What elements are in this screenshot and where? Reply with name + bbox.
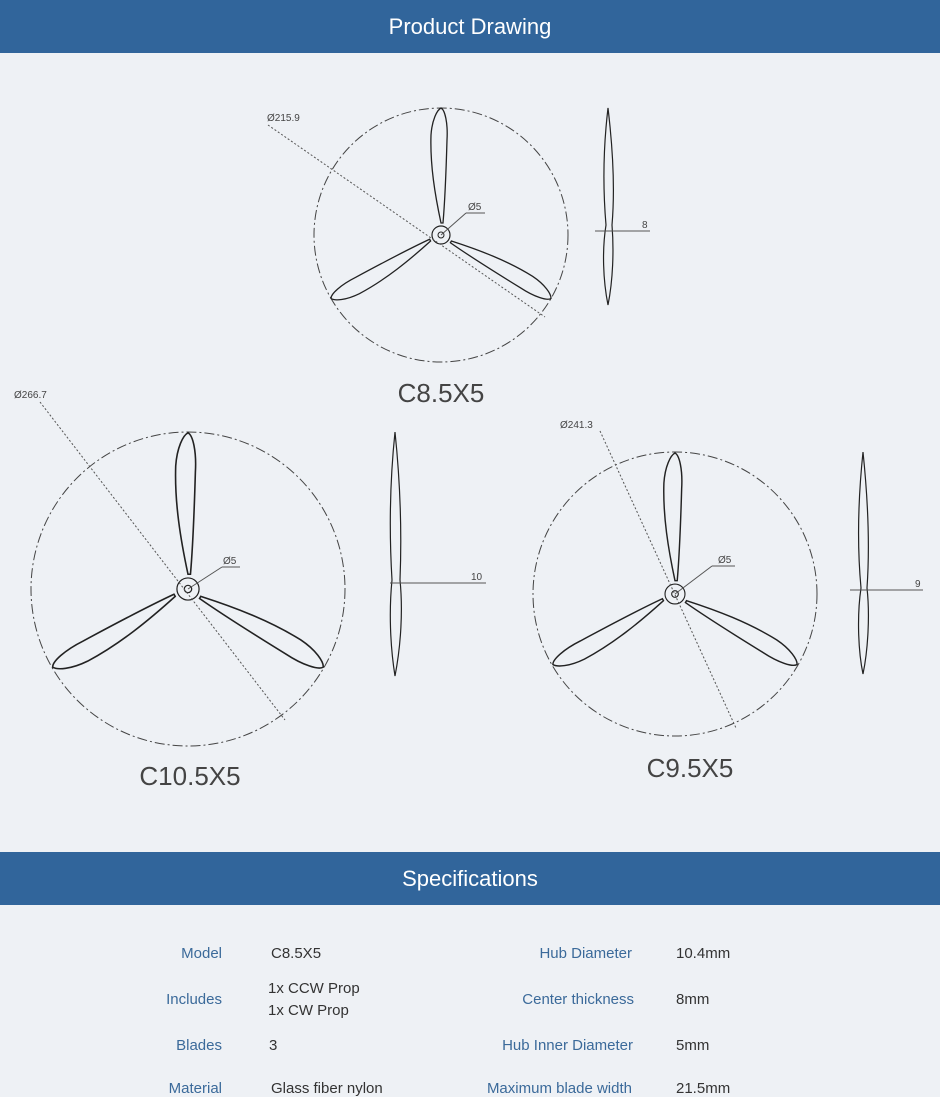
prop-c85-side-view [595, 108, 650, 305]
prop-c105-side-view [390, 432, 486, 676]
dim-hole-c85: Ø5 [468, 202, 482, 213]
prop-c85-top-view [267, 108, 568, 408]
prop-label-c105: C10.5X5 [139, 761, 241, 791]
spec-label-center-thickness: Center thickness [522, 991, 634, 1008]
spec-label-material: Material [168, 1080, 222, 1097]
spec-label-blades: Blades [176, 1037, 222, 1054]
spec-value-material: Glass fiber nylon [271, 1080, 383, 1097]
spec-label-hub-diameter: Hub Diameter [539, 945, 632, 962]
dim-thickness-c95: 9 [915, 579, 921, 590]
dim-diameter-c95: Ø241.3 [560, 420, 593, 431]
dim-thickness-c105: 10 [471, 572, 483, 583]
spec-value-blades: 3 [269, 1037, 278, 1054]
dim-hole-c105: Ø5 [223, 556, 237, 567]
prop-label-c95: C9.5X5 [646, 753, 734, 783]
spec-value-center-thickness: 8mm [676, 991, 710, 1008]
product-drawing-header: Product Drawing [0, 0, 940, 53]
product-drawing [0, 53, 940, 852]
specifications-header: Specifications [0, 852, 940, 905]
spec-value-includes [268, 978, 360, 1022]
prop-label-c85: C8.5X5 [397, 378, 485, 408]
spec-label-includes: Includes [166, 991, 222, 1008]
dim-diameter-c85: Ø215.9 [267, 113, 300, 124]
spec-value-includes-line2: 1x CW Prop [268, 1002, 349, 1019]
prop-c105-top-view [14, 390, 345, 791]
spec-value-hub-diameter: 10.4mm [676, 945, 731, 962]
spec-value-hub-inner-diameter: 5mm [676, 1037, 710, 1054]
dim-thickness-c85: 8 [642, 220, 648, 231]
spec-value-includes-line1: 1x CCW Prop [268, 980, 360, 997]
spec-value-max-blade-width: 21.5mm [676, 1080, 731, 1097]
prop-c95-top-view [533, 420, 817, 783]
spec-label-max-blade-width: Maximum blade width [486, 1080, 632, 1097]
prop-c95-side-view [850, 452, 923, 674]
spec-value-model: C8.5X5 [271, 945, 322, 962]
spec-label-hub-inner-diameter: Hub Inner Diameter [502, 1037, 633, 1054]
dim-diameter-c105: Ø266.7 [14, 390, 47, 401]
spec-label-model: Model [181, 945, 222, 962]
specifications-table [0, 906, 940, 1097]
dim-hole-c95: Ø5 [718, 555, 732, 566]
